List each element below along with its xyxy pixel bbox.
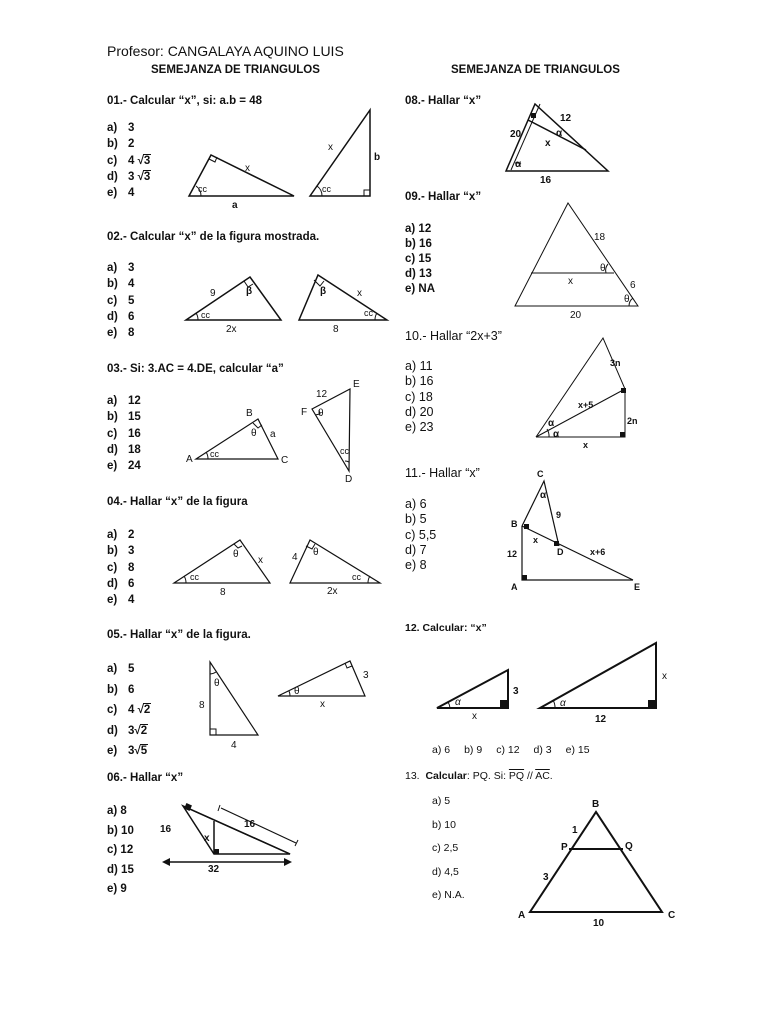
label-theta: θ [313,547,319,558]
option-c: c) 4 √3 [107,154,151,167]
option-d: d) 15 [107,863,134,876]
option-e: e) 8 [405,558,427,573]
label-x: x [328,142,333,153]
label-cc: cc [198,184,207,194]
label-8: 8 [333,324,339,335]
label-12: 12 [560,113,572,124]
label-theta: θ [214,678,220,689]
label-B: B [511,519,518,529]
option-e: e) 8 [107,327,135,340]
option-e: e) 24 [107,460,141,473]
label-alpha: α [548,418,555,429]
label-1: 1 [572,825,578,836]
option-a: a) 12 [107,395,141,407]
problem-11-question: 11.- Hallar “x” [405,466,480,480]
label-12: 12 [316,389,328,400]
label-x: x [545,138,551,149]
label-2x: 2x [226,324,237,335]
option-d: d) 4,5 [432,865,459,878]
option-b: b) 2 [107,138,135,151]
option-e: e) 4 [107,594,135,607]
label-x: x [472,711,477,722]
problem-12-question: 12. Calcular: “x” [405,622,487,634]
title-right: SEMEJANZA DE TRIANGULOS [451,64,620,76]
option-b: b) 15 [107,411,141,424]
label-D: D [345,474,353,485]
label-theta: θ [600,263,606,274]
option-c: c) 18 [405,389,433,404]
label-A: A [511,582,518,592]
problem-9-question: 09.- Hallar “x” [405,191,482,203]
label-16: 16 [160,824,172,835]
label-theta: θ [233,549,239,560]
option-b: b) 16 [405,238,432,251]
label-3n: 3n [610,358,621,368]
label-a: a [232,200,238,211]
label-32: 32 [208,864,220,875]
problem-10-question: 10.- Hallar “2x+3” [405,329,502,343]
label-alpha: α [515,159,522,170]
label-D: D [557,547,564,557]
label-12: 12 [507,549,518,559]
label-b: b [374,152,381,163]
option-d: d) 6 [107,310,135,323]
label-A: A [186,454,193,465]
label-8: 8 [220,587,226,598]
label-2x: 2x [327,586,338,597]
option-e: e) 23 [405,420,434,435]
option-e: e) 4 [107,187,135,200]
option-b: b) 4 [107,278,135,291]
option-d: d) 3√2 [107,724,148,737]
label-x: x [245,163,250,174]
label-6: 6 [630,280,636,291]
label-x: x [583,440,589,450]
label-9: 9 [556,510,562,520]
problem-4-question: 04.- Hallar “x” de la figura [107,496,248,508]
label-18: 18 [594,232,606,243]
label-20: 20 [510,129,522,140]
option-c: c) 12 [107,844,134,857]
label-3: 3 [543,872,549,883]
option-a: a) 3 [107,262,135,274]
label-x: x [357,288,362,299]
option-b: b) 16 [405,374,434,389]
option-a: a) 3 [107,122,135,134]
option-c: c) 15 [405,253,432,266]
label-theta: θ [251,428,257,439]
label-x: x [258,555,263,566]
problem-3-question: 03.- Si: 3.AC = 4.DE, calcular “a” [107,363,284,375]
option-d: d) 18 [107,443,141,456]
option-a: a) 8 [107,805,127,817]
problem-2-question: 02.- Calcular “x” de la figura mostrada. [107,231,320,243]
label-10: 10 [593,918,605,929]
label-beta: β [246,286,253,297]
option-e: e) 3√5 [107,745,148,757]
option-c: c) 2,5 [432,842,459,854]
label-2n: 2n [627,416,638,426]
label-3: 3 [513,686,519,697]
option-b: b) 3 [107,545,135,558]
option-c: c) 16 [107,427,141,440]
option-a: a) 11 [405,359,433,373]
label-cc: cc [201,310,210,320]
label-theta: θ [624,294,630,305]
option-a: a) 6 [405,497,427,511]
label-4: 4 [292,552,298,563]
label-x: x [320,699,325,710]
label-theta: θ [318,408,324,419]
label-20: 20 [570,310,582,321]
option-a: a) 5 [107,663,135,675]
label-theta: θ [294,686,300,697]
label-alpha: α [540,490,547,501]
option-b: b) 5 [405,512,427,527]
label-cc: cc [352,572,361,582]
label-alpha: α [553,429,560,440]
label-Q: Q [625,841,633,852]
label-P: P [561,842,568,853]
label-F: F [301,407,308,418]
option-b: b) 10 [432,818,456,831]
problem-13-question: 13. Calcular: PQ. Si: $\overline{PQ} // \overline{AC}$. [405,770,553,782]
label-B: B [246,408,253,419]
option-c: c) 5 [107,294,135,307]
label-x: x [533,535,539,545]
label-beta: β [320,286,327,297]
option-a: a) 6 [432,744,451,756]
option-a: a) 12 [405,223,432,235]
option-e: e) 9 [107,883,127,896]
option-a: a) 5 [432,795,451,807]
label-cc: cc [322,184,331,194]
option-c: c) 8 [107,561,135,574]
option-d: d) 7 [405,542,427,557]
problem-6-question: 06.- Hallar “x” [107,772,184,784]
teacher-name: Profesor: CANGALAYA AQUINO LUIS [107,43,344,59]
option-c: c) 12 [496,744,520,756]
label-3: 3 [363,670,369,681]
label-16: 16 [540,175,552,186]
option-d: d) 13 [405,268,432,281]
label-A: A [518,910,526,921]
label-9: 9 [210,288,216,299]
option-d: d) 3 [533,744,552,756]
label-B: B [592,799,600,810]
label-x-plus-5: x+5 [578,400,594,410]
option-e: e) NA [405,283,436,296]
label-x-plus-6: x+6 [590,547,606,557]
label-cc: cc [364,308,373,318]
problem-8-question: 08.- Hallar “x” [405,95,482,107]
problem-5-question: 05.- Hallar “x” de la figura. [107,629,251,641]
label-alpha: α [560,698,566,709]
label-alpha: α [455,697,461,708]
label-alpha: α [556,128,563,139]
label-cc: cc [190,572,199,582]
label-4: 4 [231,740,237,751]
option-c: c) 5,5 [405,527,437,542]
label-C: C [537,469,544,479]
label-x: x [204,833,210,844]
label-E: E [634,582,641,592]
option-d: d) 20 [405,404,434,419]
label-cc: cc [340,446,349,456]
option-e: e) N.A. [432,889,465,901]
label-C: C [281,455,289,466]
option-b: b) 9 [464,744,483,756]
option-a: a) 2 [107,529,135,541]
label-12: 12 [595,714,607,725]
title-left: SEMEJANZA DE TRIANGULOS [151,64,320,76]
option-c: c) 4 √2 [107,704,151,716]
option-b: b) 6 [107,683,135,696]
label-a: a [270,429,276,440]
problem-1-question: 01.- Calcular “x”, si: a.b = 48 [107,95,263,107]
label-E: E [353,379,360,390]
option-d: d) 3 √3 [107,170,151,183]
option-e: e) 15 [565,744,590,756]
label-x: x [568,276,573,287]
label-16: 16 [244,819,256,830]
option-b: b) 10 [107,824,134,837]
label-C: C [668,910,676,921]
option-d: d) 6 [107,577,135,590]
label-x: x [662,671,667,682]
label-cc: cc [210,449,219,459]
label-8: 8 [199,700,205,711]
